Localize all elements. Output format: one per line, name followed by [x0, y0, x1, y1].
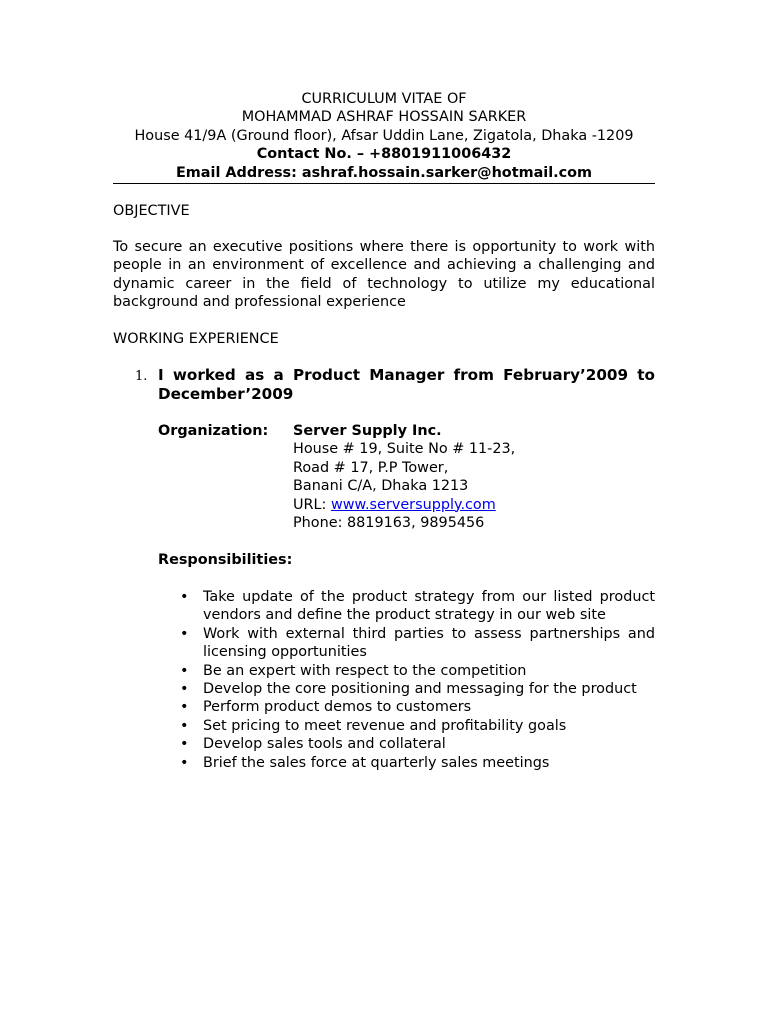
organization-url-link[interactable]: www.serversupply.com [330, 496, 496, 513]
organization-url-line [293, 496, 515, 514]
experience-number: 1. [135, 369, 148, 384]
bullet-icon: • [180, 699, 189, 716]
responsibilities-list [158, 588, 655, 772]
organization-address-line: Road # 17, P.P Tower, [293, 459, 449, 476]
header-divider [113, 183, 655, 184]
bullet-icon: • [180, 589, 189, 605]
responsibility-item: • Develop the core positioning and messaging for the product [180, 681, 637, 698]
bullet-icon: • [180, 717, 189, 734]
responsibility-item: • Take update of the product strategy from our listed product vendors and define the product strategy in our web site [180, 589, 655, 624]
applicant-address: House 41/9A (Ground floor), Afsar Uddin Lane, Zigatola, Dhaka -1209 [134, 127, 634, 144]
experience-title: I worked as a Product Manager from February’2009 to December’2009 [158, 366, 655, 403]
email-address: Email Address: ashraf.hossain.sarker@hotmail.com [175, 164, 593, 181]
responsibility-item: • Be an expert with respect to the competition [180, 662, 527, 679]
cv-header [113, 90, 655, 182]
objective-section [113, 238, 655, 312]
organization-label: Organization: [158, 423, 269, 439]
organization-address-line: House # 19, Suite No # 11-23, [293, 441, 516, 458]
organization-address-line: Banani C/A, Dhaka 1213 [293, 478, 469, 495]
organization-details [293, 422, 515, 532]
bullet-icon: • [180, 681, 189, 698]
responsibility-item: • Work with external third parties to assess partnerships and licensing opportunities [180, 625, 655, 661]
document-title: CURRICULUM VITAE OF [301, 91, 467, 107]
applicant-name: MOHAMMAD ASHRAF HOSSAIN SARKER [241, 109, 527, 126]
experience-heading: WORKING EXPERIENCE [113, 331, 279, 347]
responsibilities-heading: Responsibilities: [158, 552, 293, 568]
objective-heading: OBJECTIVE [113, 203, 190, 219]
bullet-icon: • [180, 754, 189, 771]
responsibility-item: • Set pricing to meet revenue and profitability goals [180, 717, 567, 734]
objective-text: To secure an executive positions where there is opportunity to work with people in an environment of excellence and achieving a challenging and dynamic career in the field of technology to utilize my educational background and professional experience [113, 239, 655, 311]
responsibility-item: • Brief the sales force at quarterly sales meetings [180, 754, 550, 771]
url-label: URL: [293, 496, 331, 513]
organization-phone: Phone: 8819163, 9895456 [293, 515, 485, 532]
organization-name: Server Supply Inc. [293, 423, 442, 439]
bullet-icon: • [180, 662, 189, 679]
responsibility-item: • Develop sales tools and collateral [180, 736, 446, 753]
bullet-icon: • [180, 625, 189, 642]
contact-number: Contact No. – +8801911006432 [256, 146, 512, 163]
bullet-icon: • [180, 736, 189, 753]
responsibility-item: • Perform product demos to customers [180, 699, 472, 716]
